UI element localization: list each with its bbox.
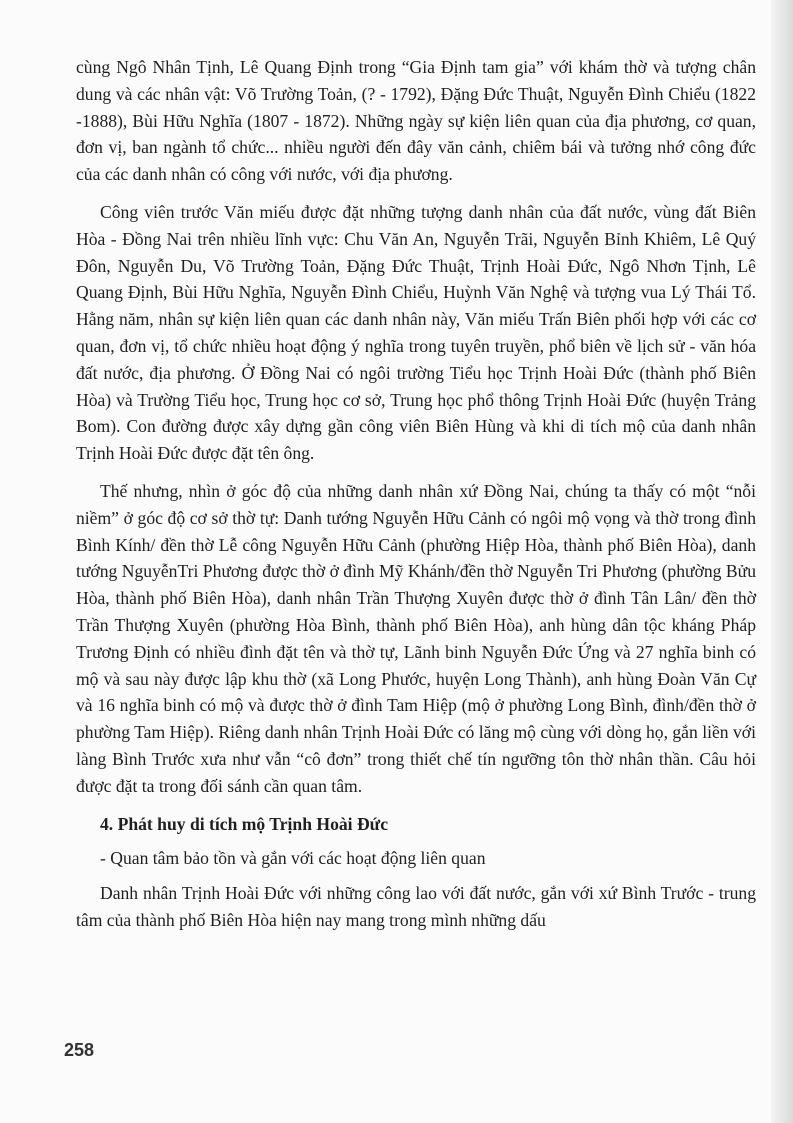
paragraph-1: cùng Ngô Nhân Tịnh, Lê Quang Định trong “Gia Định tam gia” với khám thờ và tượng chân dung và các nhân vật: Võ Trường Toản, (? - 1792), Đặng Đức Thuật, Nguyễn Đình Chiểu (1822 -1888), Bùi Hữu Nghĩa (1807 - 1872). Những ngày sự kiện liên quan của địa phương, cơ quan, đơn vị, ban ngành tổ chức... nhiều người đến đây văn cảnh, chiêm bái và tưởng nhớ công đức của các danh nhân có công với nước, với địa phương. xyxy=(76,57,756,185)
section-subheading: - Quan tâm bảo tồn và gắn với các hoạt động liên quan xyxy=(100,848,486,869)
page-body xyxy=(76,54,756,945)
paragraph-4: Danh nhân Trịnh Hoài Đức với những công lao với đất nước, gắn với xứ Bình Trước - trung tâm của thành phố Biên Hòa hiện nay mang trong mình những dấu xyxy=(76,883,756,930)
page-edge-shadow xyxy=(771,0,793,1123)
paragraph-3: Thế nhưng, nhìn ở góc độ của những danh nhân xứ Đồng Nai, chúng ta thấy có một “nỗi niềm” ở góc độ cơ sở thờ tự: Danh tướng Nguyễn Hữu Cảnh có ngôi mộ vọng và thờ trong đình Bình Kính/ đền thờ Lễ công Nguyễn Hữu Cảnh (phường Hiệp Hòa, thành phố Biên Hòa), danh tướng NguyễnTri Phương được thờ ở đình Mỹ Khánh/đền thờ Nguyễn Tri Phương (phường Bửu Hòa, thành phố Biên Hòa), danh nhân Trần Thượng Xuyên được thờ ở đình Tân Lân/ đền thờ Trần Thượng Xuyên (phường Hòa Bình, thành phố Biên Hòa), anh hùng dân tộc kháng Pháp Trương Định có nhiều đình đặt tên và thờ tự, Lãnh binh Nguyễn Đức Ứng và 27 nghĩa binh có mộ và sau này được lập khu thờ (xã Long Phước, huyện Long Thành), anh hùng Đoàn Văn Cự và 16 nghĩa binh có mộ và được thờ ở đình Tam Hiệp (mộ ở phường Long Bình, đình/đền thờ ở phường Tam Hiệp). Riêng danh nhân Trịnh Hoài Đức có lăng mộ cùng với dòng họ, gắn liền với làng Bình Trước xưa như vẫn “cô đơn” trong thiết chế tín ngưỡng tôn thờ nhân thần. Câu hỏi được đặt ta trong đối sánh cần quan tâm. xyxy=(76,480,756,796)
page-number: 258 xyxy=(64,1040,95,1060)
paragraph-2: Công viên trước Văn miếu được đặt những tượng danh nhân của đất nước, vùng đất Biên Hòa - Đồng Nai trên nhiều lĩnh vực: Chu Văn An, Nguyễn Trãi, Nguyễn Bỉnh Khiêm, Lê Quý Đôn, Nguyễn Du, Võ Trường Toản, Đặng Đức Thuật, Trịnh Hoài Đức, Ngô Nhơn Tịnh, Lê Quang Định, Bùi Hữu Nghĩa, Nguyễn Đình Chiểu, Huỳnh Văn Nghệ và tượng vua Lý Thái Tổ. Hằng năm, nhân sự kiện liên quan các danh nhân này, Văn miếu Trấn Biên phối hợp với các cơ quan, đơn vị, tổ chức nhiều hoạt động ý nghĩa trong tuyên truyền, phổ biên về lịch sử - văn hóa đất nước, địa phương. Ở Đồng Nai có ngôi trường Tiểu học Trịnh Hoài Đức (thành phố Biên Hòa) và Trường Tiểu học, Trung học cơ sở, Trung học phổ thông Trịnh Hoài Đức (huyện Trảng Bom). Con đường được xây dựng gần công viên Biên Hùng và khi di tích mộ của danh nhân Trịnh Hoài Đức được đặt tên ông. xyxy=(76,201,756,464)
section-heading: 4. Phát huy di tích mộ Trịnh Hoài Đức xyxy=(100,813,389,834)
